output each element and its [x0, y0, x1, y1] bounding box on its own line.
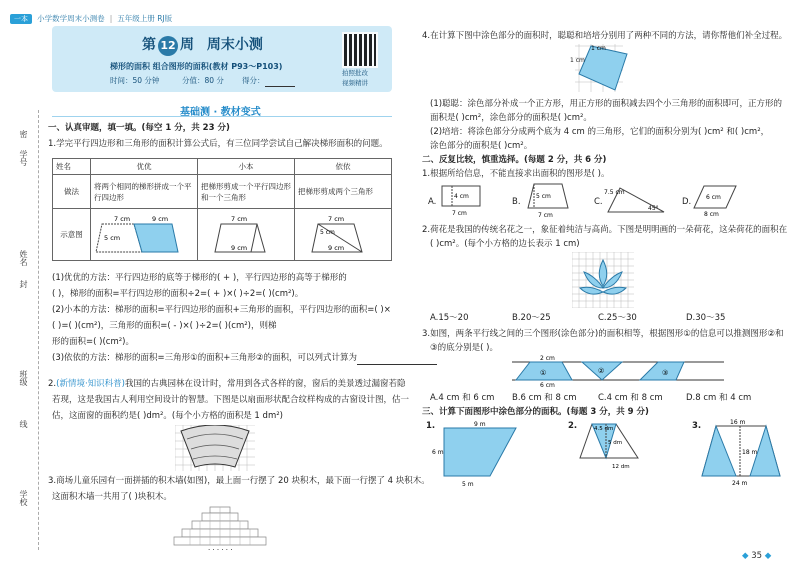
p2q1-opt-a[interactable]: A. [428, 197, 437, 207]
part1-heading: 一、认真审题，填一填。(每空 1 分，共 23 分) [48, 123, 230, 133]
p2q1-opt-b[interactable]: B. [512, 197, 521, 207]
svg-text:18 m: 18 m [742, 449, 758, 456]
dim-height: 5 cm [104, 233, 121, 242]
dim-top: 7 cm [114, 214, 131, 223]
banner-week-num: 12 [158, 36, 178, 56]
svg-text:5 dm: 5 dm [608, 440, 623, 446]
svg-text:8 cm: 8 cm [704, 211, 719, 218]
dim-bottom: 9 cm [152, 214, 169, 223]
svg-text:9 cm: 9 cm [328, 243, 345, 252]
diagram-youyou [91, 209, 198, 261]
p2q3-opt-a[interactable]: A.4 cm 和 6 cm [430, 393, 495, 403]
parallel-shapes [512, 352, 724, 388]
part3-heading: 三、计算下面图形中涂色部分的面积。(每题 3 分，共 9 分) [422, 407, 649, 417]
p2q1-opt-d[interactable]: D. [682, 197, 692, 207]
banner-got: 得分： [242, 74, 295, 87]
q4-b: (2)培培：将涂色部分分成两个底为 4 cm 的三角形，它们的面积分别为( )cm² 和( )cm²， [430, 127, 770, 137]
svg-text:6 cm: 6 cm [706, 194, 721, 201]
svg-text:24 m: 24 m [732, 480, 748, 487]
svg-text:16 m: 16 m [730, 419, 746, 426]
side-label-seal: 密 [19, 130, 28, 138]
side-label-name: 姓名 [19, 250, 28, 266]
binding-line [38, 110, 39, 550]
week-banner [52, 26, 392, 92]
svg-text:5 m: 5 m [462, 481, 474, 488]
svg-text:③: ③ [662, 369, 669, 377]
p2q3-bot: 6 cm [540, 382, 555, 388]
p2q2b: ( )cm²。(每个小方格的边长表示 1 cm) [430, 239, 580, 249]
p2q2-opt-a[interactable]: A.15～20 [430, 313, 469, 323]
banner-title: 周末小测 [206, 37, 263, 53]
header-edition: 五年级上册 RJ版 [117, 14, 173, 23]
section-rule [52, 116, 392, 117]
side-label-school: 学校 [19, 490, 28, 506]
part2-heading: 二、反复比较，慎重选择。(每题 2 分，共 6 分) [422, 155, 607, 165]
p2q2: 2.荷花是我国的传统名花之一，象征着纯洁与高尚。下图是明明画的一朵荷花，这朵荷花的面积在 [422, 225, 788, 235]
svg-text:9 m: 9 m [474, 421, 486, 428]
part1-q1: 1.学完平行四边形和三角形的面积计算公式后，有三位同学尝试自己解决梯形面积的问题。 [48, 139, 388, 149]
p2q1-shape-c [604, 180, 670, 220]
q4-unit-left: 1 cm [570, 57, 585, 64]
svg-text:· · · · · ·: · · · · · · [208, 546, 233, 553]
svg-text:4 cm: 4 cm [454, 193, 469, 200]
p2q1-opt-c[interactable]: C. [594, 197, 603, 207]
svg-text:7.5 cm: 7.5 cm [604, 189, 625, 196]
svg-text:5 cm: 5 cm [320, 228, 335, 236]
window-fan-grid [175, 425, 255, 471]
svg-text:7 cm: 7 cm [452, 210, 467, 217]
side-label-seal2: 封 [19, 280, 28, 288]
f3-num: 3. [692, 421, 702, 431]
qr-caption-1: 拍照批改 [342, 69, 368, 77]
f2-figure [576, 418, 656, 478]
q2c: 估，这面窗的面积约是( )dm²。(每个小方格的面积是 1 dm²) [52, 411, 283, 421]
q4-unit: 1 cm [591, 45, 606, 52]
q4-figure [575, 44, 635, 94]
p2q1-shape-b [522, 180, 572, 220]
p2q3: 3.如图，两条平行线之间的三个图形(涂色部分)的面积相等，根据图形①的信息可以推测图形②和 [422, 329, 784, 339]
p2q3b: ③的底分别是( )。 [430, 343, 498, 353]
q4: 4.在计算下图中涂色部分的面积时，聪聪和培培分别用了两种不同的方法，请你帮他们补全过程。 [422, 31, 788, 41]
q1-3: (3)依依的方法：梯形的面积=三角形①的面积+三角形②的面积，可以列式计算为 [52, 352, 437, 365]
p2q3-opt-c[interactable]: C.4 cm 和 8 cm [598, 393, 663, 403]
qr-code[interactable] [342, 32, 378, 68]
q1-2b: ( )=( )(cm²)，三角形的面积=( - )×( )÷2=( )(cm²)，则梯 [52, 321, 277, 331]
p2q1-shape-a [438, 182, 488, 218]
q1-2c: 形的面积=( )(cm²)。 [52, 337, 134, 347]
svg-text:①: ① [540, 369, 547, 377]
f3-figure [696, 418, 786, 488]
f2-num: 2. [568, 421, 578, 431]
diagram-xiaoben [198, 209, 295, 261]
side-label-number: 学号 [19, 150, 28, 166]
banner-score: 分值：80 分 [182, 76, 224, 85]
table-header: 优优 [91, 159, 198, 175]
f1-num: 1. [426, 421, 436, 431]
table-header: 姓名 [53, 159, 91, 175]
side-label-seal3: 线 [19, 420, 28, 428]
svg-text:45°: 45° [648, 205, 659, 212]
p2q1-shape-d [692, 182, 742, 218]
q3b: 这面积木墙一共用了( )块积木。 [52, 492, 172, 502]
svg-text:7 cm: 7 cm [231, 214, 248, 223]
f1-figure [430, 420, 530, 490]
q2b: 若现，这是我国古人利用空间设计的智慧。下图是以扇面形状配合纹样构成的古窗设计图，估一 [52, 395, 410, 405]
q2-tag: (新情境·知识科普) [56, 379, 125, 389]
p2q1: 1.根据所给信息，不能直接求出面积的图形是( )。 [422, 169, 610, 179]
q1-2: (2)小本的方法：梯形的面积=平行四边形的面积+三角形的面积，平行四边形的面积=( )× [52, 305, 391, 315]
lotus-grid [572, 252, 634, 308]
q4-a: (1)聪聪：涂色部分补成一个正方形，用正方形的面积减去四个小三角形的面积即可，正方形的 [430, 99, 783, 109]
svg-text:4.5 dm: 4.5 dm [594, 426, 614, 432]
q2: 2.(新情境·知识科普)我国的古典园林在设计时，常用到各式各样的窗，窗后的美景透过漏窗若隐 [48, 379, 406, 389]
svg-text:5 cm: 5 cm [536, 193, 551, 200]
svg-text:7 cm: 7 cm [538, 212, 553, 219]
banner-week-post: 周 [180, 37, 194, 53]
q1-1b: ( )，梯形的面积=平行四边形的面积÷2=( + )×( )÷2=( )(cm²)。 [52, 289, 304, 299]
svg-text:②: ② [598, 367, 605, 375]
header-title: 小学数学周末小测卷 [37, 14, 105, 23]
p2q3-top: 2 cm [540, 355, 555, 362]
svg-text:6 m: 6 m [432, 449, 444, 456]
table-row-label: 示意图 [53, 209, 91, 261]
banner-time: 时间：50 分钟 [110, 76, 160, 85]
svg-text:9 cm: 9 cm [231, 243, 248, 252]
p2q2-opt-c[interactable]: C.25～30 [598, 313, 637, 323]
header-badge: 一本 [10, 14, 32, 24]
table-header: 依依 [295, 159, 392, 175]
brick-wall [170, 503, 270, 553]
table-header: 小本 [198, 159, 295, 175]
method-table [52, 158, 392, 261]
section-basic-title: 基础测 · 教材变式 [180, 107, 261, 118]
table-cell: 把梯形剪成两个三角形 [295, 175, 392, 209]
p2q3-opt-b[interactable]: B.6 cm 和 8 cm [512, 393, 577, 403]
svg-text:12 dm: 12 dm [612, 464, 630, 470]
header-bar: 一本 小学数学周末小测卷 | 五年级上册 RJ版 [10, 6, 172, 20]
banner-week-pre: 第 [142, 37, 156, 53]
table-cell: 将两个相同的梯形拼成一个平行四边形 [91, 175, 198, 209]
table-cell: 把梯形剪成一个平行四边形和一个三角形 [198, 175, 295, 209]
p2q3-opt-d[interactable]: D.8 cm 和 4 cm [686, 393, 752, 403]
q1-1: (1)优优的方法：平行四边形的底等于梯形的( + )，平行四边形的高等于梯形的 [52, 273, 347, 283]
q4-b2: 涂色部分的面积是( )cm²。 [430, 141, 533, 151]
side-label-class: 班级 [19, 370, 28, 386]
banner-topic: 梯形的面积 组合图形的面积(教材 P93～P103) [110, 62, 283, 71]
q4-a2: 面积是( )cm²，涂色部分的面积是( )cm²。 [430, 113, 592, 123]
svg-text:7 cm: 7 cm [328, 214, 345, 223]
diagram-yiyi [295, 209, 392, 261]
page-number: ◆ 35 ◆ [742, 551, 772, 561]
q3: 3.商场儿童乐园有一面拼插的积木墙(如图)，最上面一行摆了 20 块积木，最下面一行摆了 4 块积木。 [48, 476, 430, 486]
p2q2-opt-d[interactable]: D.30～35 [686, 313, 726, 323]
p2q2-opt-b[interactable]: B.20～25 [512, 313, 551, 323]
qr-caption-2: 视频精讲 [342, 79, 368, 87]
table-row-label: 做法 [53, 175, 91, 209]
